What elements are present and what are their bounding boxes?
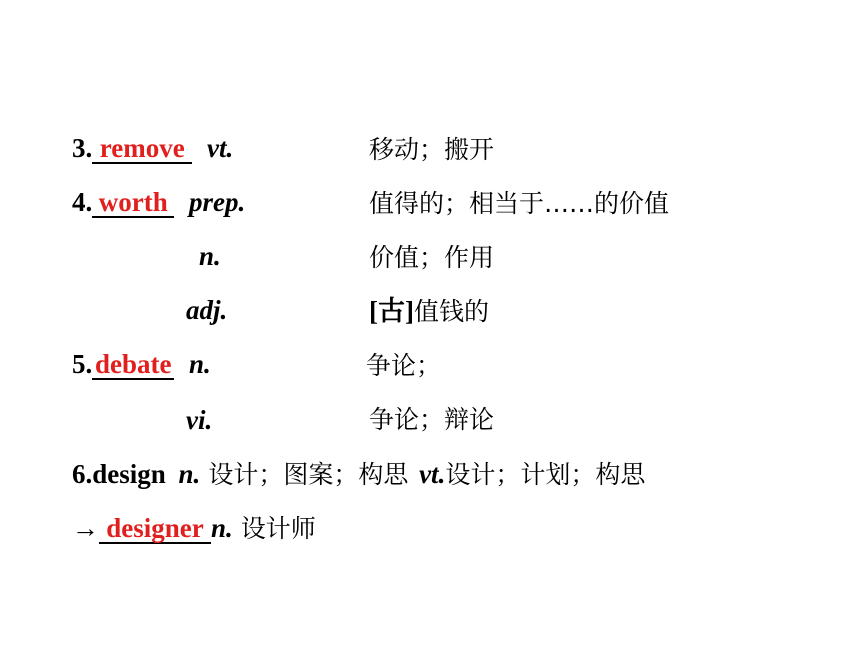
sub-row-adj <box>186 294 227 326</box>
answer-word: worth <box>98 187 168 217</box>
vocab-row-4 <box>72 186 245 218</box>
part-of-speech: n. <box>178 459 201 489</box>
part-of-speech: vi. <box>186 405 213 435</box>
meaning-text: 设计；图案；构思 <box>208 460 409 489</box>
item-number: 5. <box>72 349 93 379</box>
answer-blank <box>92 188 174 218</box>
design-word: 6.design <box>72 459 166 489</box>
answer-word: debate <box>95 349 172 379</box>
answer-blank <box>99 514 211 544</box>
item-number: 3. <box>72 133 93 163</box>
meaning-row-noun: 价值；作用 <box>369 243 495 272</box>
part-of-speech: n. <box>211 513 233 543</box>
vocab-row-3 <box>72 132 233 164</box>
design-row <box>72 458 645 491</box>
meaning-row-vi: 争论；辩论 <box>369 405 495 434</box>
part-of-speech: prep. <box>189 187 246 217</box>
derived-row <box>72 512 316 545</box>
answer-blank <box>92 350 174 380</box>
archaic-tag: [古] <box>369 296 414 326</box>
answer-word: designer <box>106 513 204 543</box>
meaning-row-3: 移动；搬开 <box>369 135 495 164</box>
meaning-row-adj <box>369 295 489 328</box>
sub-row-vi <box>186 404 212 436</box>
meaning-text: 设计；计划；构思 <box>445 460 646 489</box>
part-of-speech: vt. <box>419 459 446 489</box>
answer-blank <box>92 134 192 164</box>
meaning-text: 设计师 <box>240 514 316 543</box>
meaning-row-5: 争论； <box>366 351 442 380</box>
part-of-speech: n. <box>189 349 211 379</box>
part-of-speech: n. <box>199 241 221 271</box>
item-number: 4. <box>72 187 93 217</box>
meaning-text: 值钱的 <box>413 297 489 326</box>
arrow-icon: → <box>72 513 99 543</box>
meaning-row-4: 值得的；相当于……的价值 <box>369 189 670 218</box>
part-of-speech: vt. <box>207 133 234 163</box>
part-of-speech: adj. <box>186 295 228 325</box>
vocab-row-5 <box>72 348 211 380</box>
answer-word: remove <box>99 133 185 163</box>
sub-row-noun <box>199 240 221 272</box>
